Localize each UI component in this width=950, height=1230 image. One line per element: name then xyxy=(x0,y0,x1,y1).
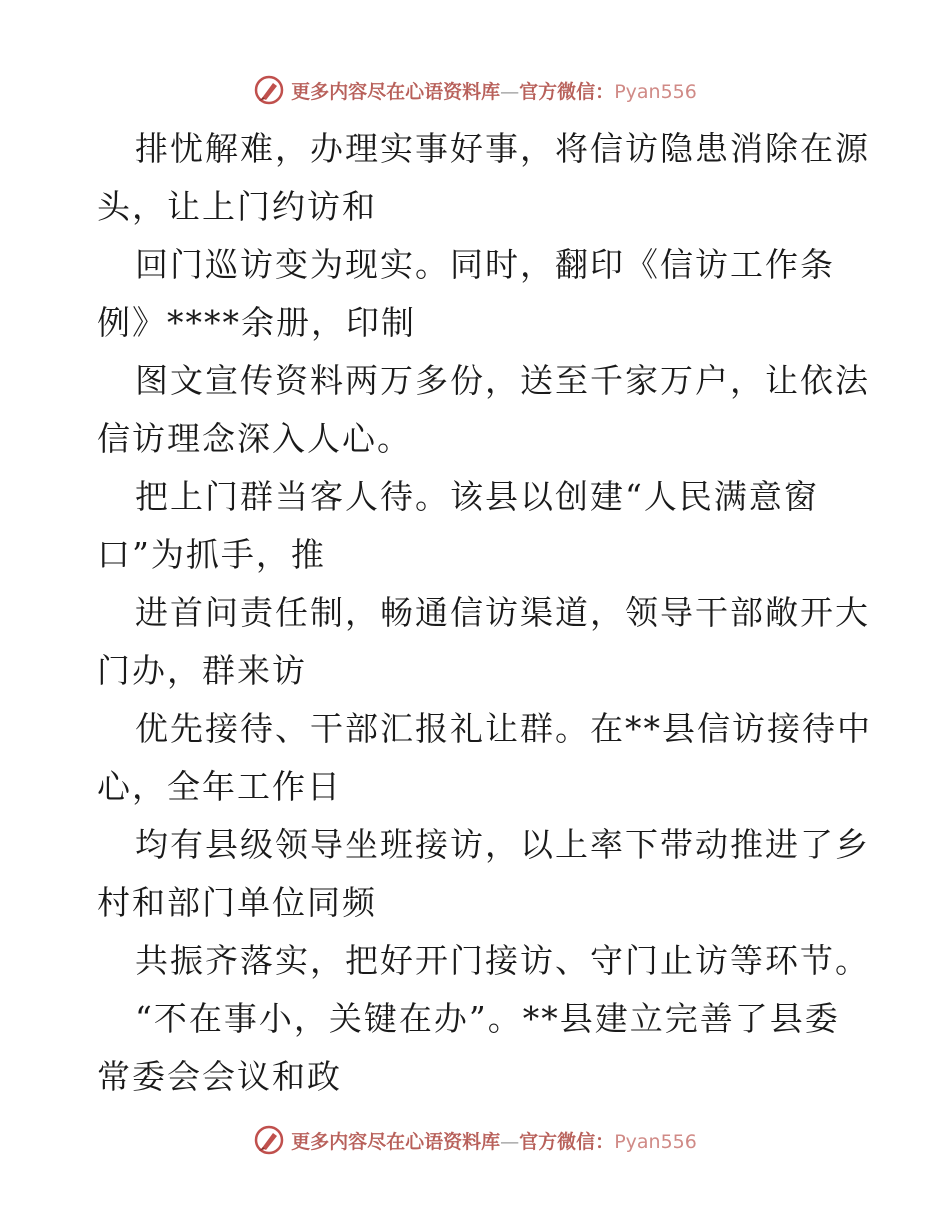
text-line: 均有县级领导坐班接访，以上率下带动推进了乡 xyxy=(135,825,870,864)
text-line: 门办，群来访 xyxy=(97,651,307,690)
text-line: 回门巡访变为现实。同时，翻印《信访工作条 xyxy=(135,245,835,284)
text-line: 信访理念深入人心。 xyxy=(97,419,412,458)
header-banner xyxy=(0,70,950,110)
text-line: 常委会会议和政 xyxy=(97,1057,342,1096)
banner-text: 更多内容尽在心语资料库—官方微信：Pyan556 xyxy=(291,1130,697,1153)
banner-text: 更多内容尽在心语资料库—官方微信：Pyan556 xyxy=(291,80,697,103)
pen-nib-logo-icon xyxy=(253,74,285,106)
text-line: 例》****余册，印制 xyxy=(97,303,416,342)
text-line: 把上门群当客人待。该县以创建“人民满意窗 xyxy=(135,477,819,516)
text-line: 排忧解难，办理实事好事，将信访隐患消除在源 xyxy=(135,129,870,168)
pen-nib-logo-icon xyxy=(253,1124,285,1156)
text-line: 图文宣传资料两万多份，送至千家万户，让依法 xyxy=(135,361,870,400)
text-line: 心，全年工作日 xyxy=(97,767,342,806)
text-line: 头，让上门约访和 xyxy=(97,187,377,226)
text-line: 共振齐落实，把好开门接访、守门止访等环节。 xyxy=(135,941,870,980)
text-line: 口”为抓手，推 xyxy=(97,535,326,574)
text-line: 进首问责任制，畅通信访渠道，领导干部敞开大 xyxy=(135,593,870,632)
footer-banner xyxy=(0,1120,950,1160)
text-line: 优先接待、干部汇报礼让群。在**县信访接待中 xyxy=(135,709,872,748)
text-line: “不在事小，关键在办”。**县建立完善了县委 xyxy=(135,999,840,1038)
document-body xyxy=(97,120,872,1106)
text-line: 村和部门单位同频 xyxy=(97,883,377,922)
